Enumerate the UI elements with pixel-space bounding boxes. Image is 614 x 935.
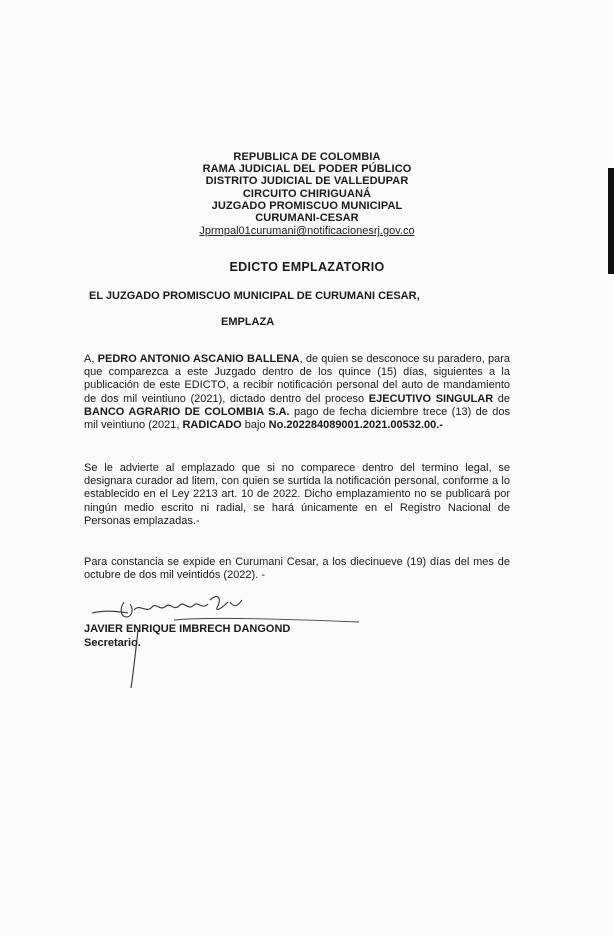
header-branch: RAMA JUDICIAL DEL PODER PÚBLICO <box>202 163 412 176</box>
court-statement: EL JUZGADO PROMISCUO MUNICIPAL DE CURUMANI CESAR, <box>89 290 420 302</box>
radicado-label: RADICADO <box>182 419 242 432</box>
document-title: EDICTO EMPLAZATORIO <box>229 260 385 274</box>
p1-text-3: de <box>493 392 510 405</box>
header-country: REPUBLICA DE COLOMBIA <box>233 151 381 163</box>
header-city: CURUMANI-CESAR <box>255 212 359 225</box>
constancy-paragraph: Para constancia se expide en Curumani Cesar, a los diecinueve (19) días del mes de octubre de dos mil veintidós (2022). - <box>84 556 510 582</box>
p1-text-2: , de quien se desconoce su paradero, para que comparezca a este Juzgado dentro de los quince (15) días, siguientes a la publicación de este EDICTO, a recibir notificación personal del auto de mandamiento de dos mil veintiuno (2021), dictado dentro del proceso <box>84 353 511 405</box>
signer-name: JAVIER ENRIQUE IMBRECH DANGOND <box>84 623 291 635</box>
signature-block <box>84 622 290 650</box>
radicado-number: No.202284089001.2021.00532.00.- <box>268 419 443 432</box>
header-circuit: CIRCUITO CHIRIGUANÁ <box>242 187 372 200</box>
header-district: DISTRITO JUDICIAL DE VALLEDUPAR <box>205 175 409 188</box>
header-email-link[interactable]: Jprmpal01curumani@notificacionesrj.gov.co <box>199 225 415 238</box>
warning-paragraph: Se le advierte al emplazado que si no comparece dentro del termino legal, se designara curador ad litem, con quien se surtida la notificación personal, conforme a lo establecido en el Ley 2213 art. 10 de 2022. Dicho emplazamiento no se publicará por ningún medio escrito ni radial, se hará únicamente en el Registro Nacional de Personas emplazadas.- <box>84 462 510 527</box>
summons-paragraph <box>84 353 510 432</box>
p1-text-4: pago de fecha diciembre trece (13) de dos mil veintiuno (2021, <box>84 405 510 432</box>
p1-text-1: A, <box>84 353 98 365</box>
document-header <box>0 151 614 238</box>
process-type: EJECUTIVO SINGULAR <box>368 392 494 405</box>
defendant-name: PEDRO ANTONIO ASCANIO BALLENA <box>97 353 300 365</box>
header-court: JUZGADO PROMISCUO MUNICIPAL <box>211 199 403 212</box>
p1-text-5: bajo <box>241 419 269 432</box>
signer-role: Secretario. <box>84 637 141 649</box>
plaintiff-name: BANCO AGRARIO DE COLOMBIA S.A. <box>84 405 290 418</box>
emplaza-heading: EMPLAZA <box>221 316 275 328</box>
